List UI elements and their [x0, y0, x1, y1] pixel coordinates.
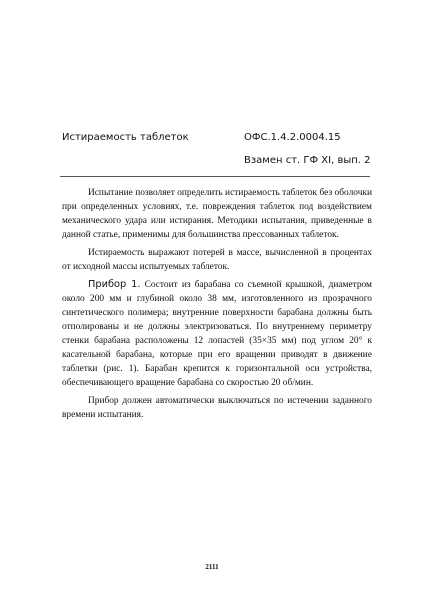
device-1-label: Прибор 1.	[88, 278, 141, 290]
paragraph-device-1	[62, 278, 372, 391]
replaces-note: Взамен ст. ГФ XI, вып. 2	[244, 155, 371, 166]
paragraph-definition: Истираемость выражают потерей в массе, вычисленной в процентах от исходной массы испытуемых таблеток.	[62, 247, 372, 273]
paragraph-auto-stop: Прибор должен автоматически выключаться по истечении заданного времени испытания.	[62, 396, 372, 421]
page-number: 2111	[205, 563, 219, 571]
monograph-code: ОФС.1.4.2.0004.15	[244, 132, 341, 143]
monograph-reference	[244, 132, 371, 167]
device-1-description: Состоит из барабана со съемной крышкой, диаметром около 200 мм и глубиной около 38 мм, изготовленного из прозрачного синтетического полимера; внутренние поверхности барабана должны быть отполированы и не должны электризоваться. По внутреннему периметру стенки барабана расположены 12 лопастей (35×35 мм) под углом 20° к касательной барабана, которые при его вращении приводят в движение таблетки (рис. 1). Барабан крепится к горизонтальной оси устройства, обеспечивающего вращение барабана со скоростью 20 об/мин.	[62, 279, 372, 389]
header-divider	[60, 176, 370, 177]
monograph-title: Истираемость таблеток	[62, 132, 189, 143]
paragraph-intro: Испытание позволяет определить истираемость таблеток без оболочки при определенных условиях, т.е. повреждения таблеток под воздействием механического удара или истирания. Методики испытания, приведенные в данной статье, применимы для большинства прессованных таблеток.	[62, 188, 372, 241]
monograph-body	[62, 186, 372, 426]
